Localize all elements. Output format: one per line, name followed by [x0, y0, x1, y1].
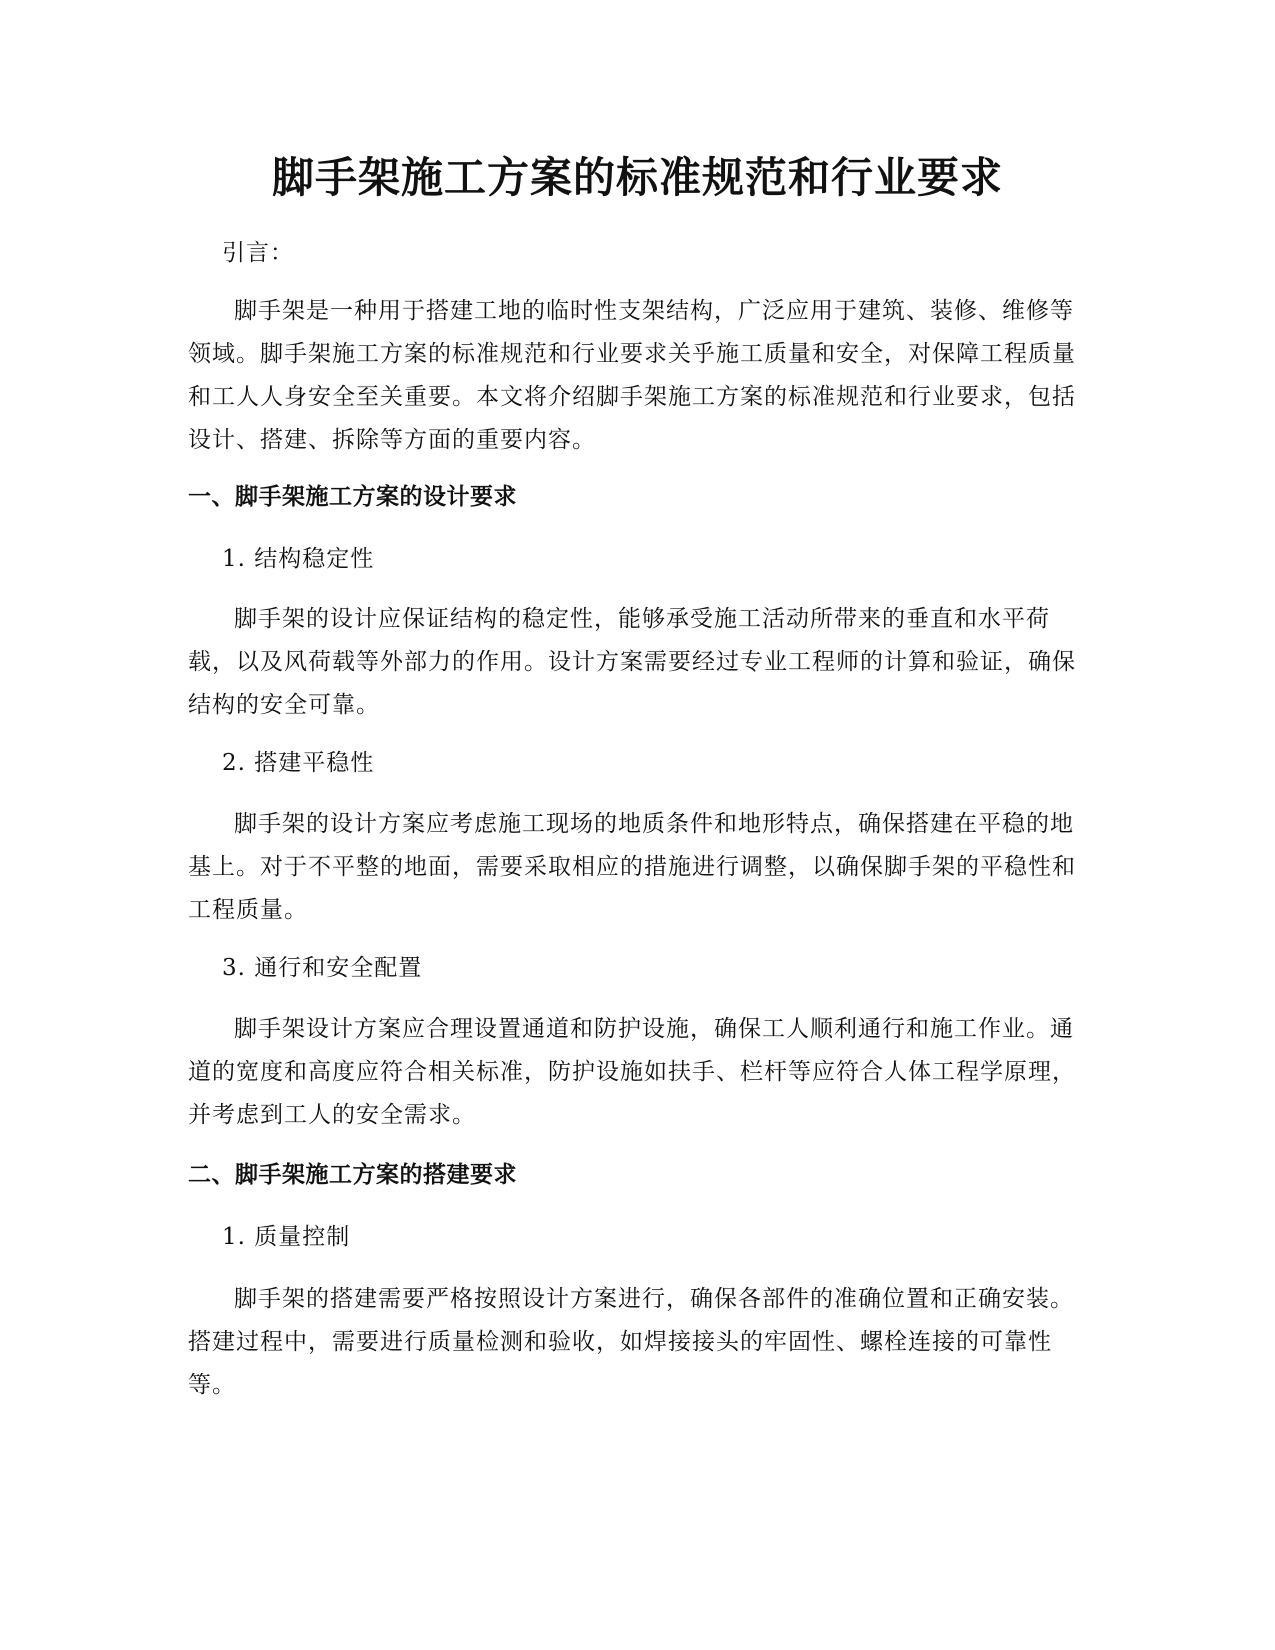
- section-2-heading: 二、脚手架施工方案的搭建要求: [188, 1162, 517, 1188]
- section-1-item-2-text: 脚手架的设计方案应考虑施工现场的地质条件和地形特点，确保搭建在平稳的地基上。对于不平整的地面，需要采取相应的措施进行调整，以确保脚手架的平稳性和工程质量。: [188, 811, 1076, 923]
- section-1-item-2-label: 2. 搭建平稳性: [222, 750, 375, 776]
- section-2-item-1-label: 1. 质量控制: [222, 1224, 351, 1250]
- section-1-item-3-text: 脚手架设计方案应合理设置通道和防护设施，确保工人顺利通行和施工作业。通道的宽度和高度应符合相关标准，防护设施如扶手、栏杆等应符合人体工程学原理，并考虑到工人的安全需求。: [188, 1016, 1076, 1128]
- document-title: 脚手架施工方案的标准规范和行业要求: [271, 153, 1003, 202]
- section-1-item-3-label: 3. 通行和安全配置: [222, 955, 423, 981]
- intro-paragraph: 脚手架是一种用于搭建工地的临时性支架结构，广泛应用于建筑、装修、维修等领域。脚手架施工方案的标准规范和行业要求关乎施工质量和安全，对保障工程质量和工人人身安全至关重要。本文将介绍脚手架施工方案的标准规范和行业要求，包括设计、搭建、拆除等方面的重要内容。: [188, 298, 1076, 453]
- section-1-heading: 一、脚手架施工方案的设计要求: [188, 484, 517, 510]
- section-1-item-1-label: 1. 结构稳定性: [222, 546, 375, 572]
- intro-label: 引言：: [222, 240, 294, 266]
- section-2-item-1-text: 脚手架的搭建需要严格按照设计方案进行，确保各部件的准确位置和正确安装。搭建过程中，需要进行质量检测和验收，如焊接接头的牢固性、螺栓连接的可靠性等。: [188, 1286, 1074, 1398]
- section-1-item-1-text: 脚手架的设计应保证结构的稳定性，能够承受施工活动所带来的垂直和水平荷载，以及风荷载等外部力的作用。设计方案需要经过专业工程师的计算和验证，确保结构的安全可靠。: [188, 606, 1076, 718]
